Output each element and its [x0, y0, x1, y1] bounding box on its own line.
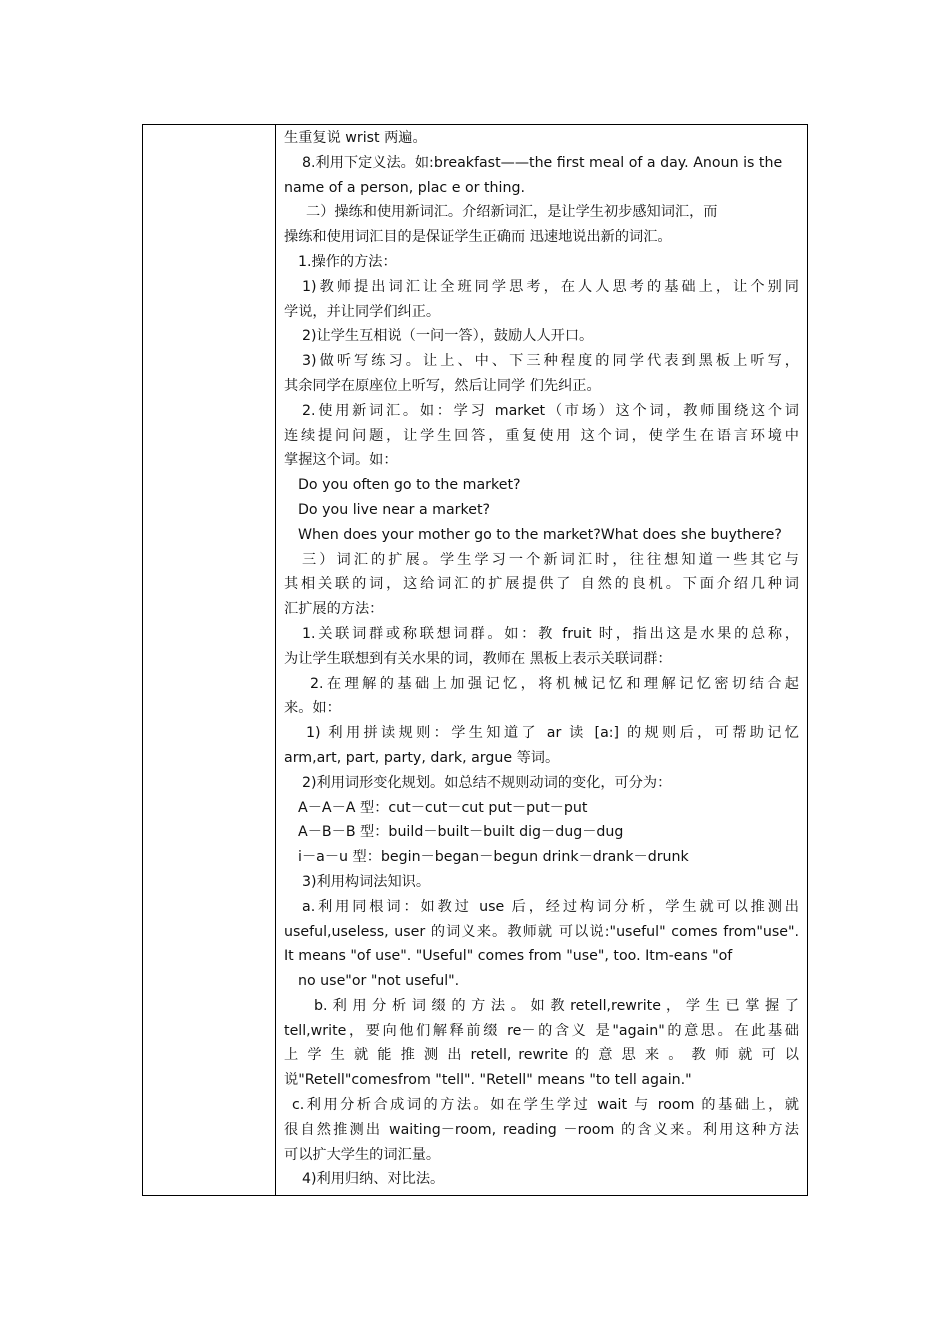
text-line: When does your mother go to the market?What does she buythere?	[298, 526, 782, 543]
text-line: a.利用同根词：如教过 use 后，经过构词分析，学生就可以推测出	[302, 898, 799, 915]
text-line: 学说，并让同学们纠正。	[284, 303, 441, 320]
text-line: 说"Retell"comesfrom "tell". "Retell" means "to tell again."	[284, 1072, 692, 1089]
text-line: 可以扩大学生的词汇量。	[284, 1146, 441, 1163]
text-line: 2.在理解的基础上加强记忆，将机械记忆和理解记忆密切结合起	[310, 675, 799, 692]
text-line: 很自然推测出 waiting－room, reading －room 的含义来。利用这种方法	[284, 1121, 799, 1138]
table-left-column	[143, 125, 276, 1195]
text-line: 连续提问问题，让学生回答，重复使用 这个词，使学生在语言环境中	[284, 427, 799, 444]
text-line: 3)利用构词法知识。	[302, 873, 431, 890]
text-line: 二）操练和使用新词汇。介绍新词汇，是让学生初步感知词汇，而	[306, 204, 718, 221]
text-line: 生重复说 wrist 两遍。	[284, 130, 427, 146]
text-line: 3)做听写练习。让上、中、下三种程度的同学代表到黑板上听写，	[302, 353, 799, 370]
text-line: 其余同学在原座位上听写，然后让同学 们先纠正。	[284, 377, 601, 394]
text-line: 为让学生联想到有关水果的词，教师在 黑板上表示关联词群：	[284, 650, 672, 667]
text-line: useful,useless, user 的词义来。教师就 可以说:"useful" comes from"use".	[284, 923, 799, 940]
text-line: b. 利 用 分 析 词 缀 的 方 法 。 如 教 retell,rewrite ， 学 生 已 掌 握 了	[314, 997, 799, 1014]
table-content-cell	[276, 125, 807, 1195]
text-line: 汇扩展的方法：	[284, 601, 384, 618]
text-line: 2)利用词形变化规划。如总结不规则动词的变化，可分为：	[302, 774, 672, 791]
text-line: 1.操作的方法：	[298, 253, 397, 270]
text-line: A－B－B 型：build－built－built dig－dug－dug	[298, 824, 624, 841]
text-line: 其相关联的词，这给词汇的扩展提供了 自然的良机。下面介绍几种词	[284, 576, 799, 593]
text-line: Do you often go to the market?	[298, 477, 521, 494]
text-line: 1)教师提出词汇让全班同学思考，在人人思考的基础上，让个别同	[302, 278, 799, 295]
text-line: 掌握这个词。如：	[284, 452, 398, 469]
text-line: c.利用分析合成词的方法。如在学生学过 wait 与 room 的基础上，就	[292, 1097, 799, 1114]
text-line: 操练和使用词汇目的是保证学生正确而 迅速地说出新的词汇。	[284, 229, 672, 246]
text-line: Do you live near a market?	[298, 501, 491, 518]
text-line: 上 学 生 就 能 推 测 出 retell, rewrite 的 意 思 来 。 教 师 就 可 以	[284, 1047, 799, 1064]
text-line: name of a person, plac e or thing.	[284, 179, 526, 196]
text-line: It means "of use". "Useful" comes from "use", too. Itm-eans "of	[284, 948, 733, 965]
lesson-table	[142, 124, 808, 1196]
text-line: 来。如：	[284, 700, 341, 717]
text-line: 三）词汇的扩展。学生学习一个新词汇时，往往想知道一些其它与	[302, 551, 799, 568]
text-line: 2)让学生互相说（一问一答），鼓励人人开口。	[302, 328, 594, 345]
text-line: 8.利用下定义法。如:breakfast——the first meal of a day. Anoun is the	[302, 154, 783, 171]
text-line: tell,write，要向他们解释前缀 re－的含义 是"again"的意思。在此基础	[284, 1022, 799, 1039]
text-line: 1.关联词群或称联想词群。如：教 fruit 时，指出这是水果的总称，	[302, 625, 799, 642]
text-line: 1) 利用拼读规则：学生知道了 ar 读 [a:] 的规则后，可帮助记忆	[306, 725, 799, 742]
text-line: 4)利用归纳、对比法。	[302, 1171, 445, 1188]
text-line: A－A－A 型：cut－cut－cut put－put－put	[298, 799, 588, 816]
text-line: i－a－u 型：begin－began－begun drink－drank－drunk	[298, 849, 689, 866]
text-line: 2.使用新词汇。如：学习 market（市场）这个词，教师围绕这个词	[302, 402, 799, 419]
text-line: no use"or "not useful".	[298, 973, 460, 990]
text-line: arm,art, part, party, dark, argue 等词。	[284, 749, 560, 766]
